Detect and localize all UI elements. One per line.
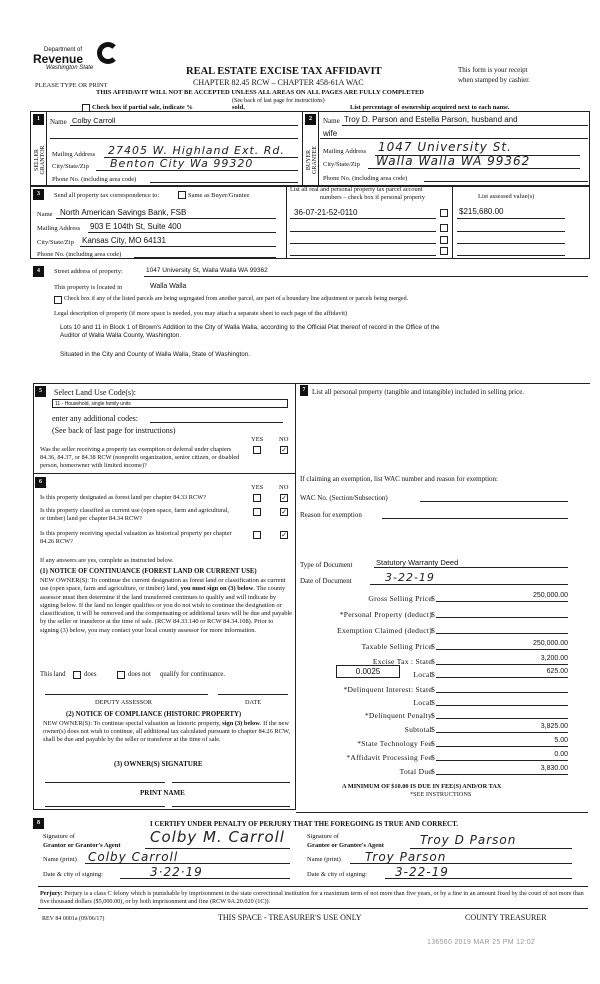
fee-label: Subtotal xyxy=(404,725,432,734)
street-field[interactable]: 1047 University St, Walla Walla WA 99362 xyxy=(146,267,268,274)
historical-yes-checkbox[interactable] xyxy=(253,531,261,539)
dollar-sign: $ xyxy=(431,767,435,776)
personal-property-checkbox[interactable] xyxy=(440,236,448,244)
fee-label: *Delinquent Penalty xyxy=(364,711,432,720)
personal-property-heading: List all personal property (tangible and intangible) included in selling price. xyxy=(312,388,525,396)
treasurer-use-label: THIS SPACE - TREASURER'S USE ONLY xyxy=(218,913,362,922)
personal-property-checkbox[interactable] xyxy=(440,209,448,217)
land-use-selected-value: 11 - Household, single family units xyxy=(55,401,131,407)
treasurer-stamp: 136560 2019 MAR 25 PM 12:02 xyxy=(427,939,536,946)
fee-value-field[interactable]: 250,000.00 xyxy=(436,592,568,602)
buyer-mailing-label: Mailing Address xyxy=(323,148,367,155)
does-not-label: does not xyxy=(128,671,151,678)
doc-type-field[interactable]: Statutory Warranty Deed xyxy=(376,558,459,567)
grantor-signature-field[interactable]: Colby M. Carroll xyxy=(150,828,285,846)
additional-codes-label: enter any additional codes: xyxy=(52,414,138,423)
seller-phone-label: Phone No. (including area code) xyxy=(52,176,137,183)
grantor-agent-label: Grantor or Grantor's Agent xyxy=(43,842,121,849)
grantee-signature-of-label: Signature of xyxy=(307,833,339,840)
seller-mailing-label: Mailing Address xyxy=(52,151,96,158)
tc-name-label: Name xyxy=(37,211,53,218)
logo-mark-icon xyxy=(97,42,119,64)
qualify-label: qualify for continuance. xyxy=(160,671,226,678)
forest-yes-checkbox[interactable] xyxy=(253,494,261,502)
wac-label: WAC No. (Section/Subsection) xyxy=(300,494,388,502)
parcel-number-field[interactable]: 36-07-21-52-0110 xyxy=(294,208,358,217)
fee-value-field[interactable] xyxy=(436,683,568,693)
fee-value-field[interactable] xyxy=(436,696,568,706)
buyer-name-field[interactable]: Troy D. Parson and Estella Parson, husband and xyxy=(344,115,518,124)
this-land-label: This land xyxy=(40,671,66,678)
partial-sale-label: Check box if partial sale, indicate % xyxy=(92,104,193,111)
section-4-number: 4 xyxy=(33,266,44,277)
doc-date-label: Date of Document xyxy=(300,577,352,585)
dollar-sign: $ xyxy=(431,725,435,734)
notice2-text-a: NEW OWNER(S): To continue special valuation as historic property, xyxy=(43,720,221,727)
segregate-label: Check box if any of the listed parcels are being segregated from another parcel, are part of a boundary line adjustment or parcels being merged. xyxy=(64,296,409,302)
fee-value-field[interactable]: 3,200.00 xyxy=(436,655,568,665)
seller-side-label: SELLER GRANTOR xyxy=(34,145,46,175)
fee-label: *Affidavit Processing Fee xyxy=(346,753,432,762)
fee-value-field[interactable]: 5.00 xyxy=(436,737,568,747)
land-use-select[interactable] xyxy=(52,399,288,408)
legal-label: Legal description of property (if more space is needed, you may attach a separate sheet to each page of the affidavit) xyxy=(54,310,348,317)
minimum-note: A MINIMUM OF $10.00 IS DUE IN FEE(S) AND/OR TAX xyxy=(342,783,502,790)
parcel-heading-2: numbers – check box if personal property xyxy=(320,194,425,201)
buyer-name-label: Name xyxy=(323,117,340,125)
section-3-number: 3 xyxy=(33,189,44,200)
fee-label: Gross Selling Price xyxy=(368,594,432,603)
grantee-date-city-label: Date & city of signing: xyxy=(307,871,367,878)
fee-label: *State Technology Fee xyxy=(357,739,432,748)
form-title: REAL ESTATE EXCISE TAX AFFIDAVIT xyxy=(186,66,382,77)
dollar-sign: $ xyxy=(431,657,435,666)
notice2-text-bold: sign (3) below xyxy=(222,720,260,727)
segregate-checkbox[interactable] xyxy=(54,296,62,304)
correspondence-heading: Send all property tax correspondence to: xyxy=(54,192,160,199)
seller-city-label: City/State/Zip xyxy=(52,163,89,170)
current-use-yes-checkbox[interactable] xyxy=(253,508,261,516)
fee-label: Total Due xyxy=(399,767,432,776)
assessed-heading: List assessed value(s) xyxy=(478,193,535,200)
legal-description-line[interactable]: Auditor of Walla Walla County, Washington. xyxy=(60,332,181,339)
logo-revenue: Revenue xyxy=(33,52,84,66)
personal-property-checkbox[interactable] xyxy=(440,247,448,255)
form-chapters: CHAPTER 82.45 RCW – CHAPTER 458-61A WAC xyxy=(193,78,364,87)
owner-signature-field[interactable] xyxy=(172,782,290,783)
fee-label: Taxable Selling Price xyxy=(361,642,432,651)
wac-field[interactable] xyxy=(420,501,568,502)
historical-question: Is this property receiving special valuation as historical property per chapter 84.26 RCW? xyxy=(40,530,232,545)
tc-mailing-label: Mailing Address xyxy=(37,225,81,232)
forest-no-checkbox[interactable]: ✓ xyxy=(281,494,287,502)
section-5-number: 5 xyxy=(35,386,46,397)
dollar-sign: $ xyxy=(431,753,435,762)
same-as-buyer-checkbox[interactable] xyxy=(178,191,186,199)
date-label: DATE xyxy=(245,699,262,706)
parcel-heading-1: List all real and personal property tax parcel account xyxy=(290,186,423,193)
notice-continuance-text xyxy=(40,577,292,635)
fee-value-field[interactable] xyxy=(436,709,568,719)
legal-description-line[interactable]: Lots 10 and 11 in Block 1 of Brown's Addition to the City of Walla Walla, according to the Official Plat thereof of record in the Office of the xyxy=(60,324,440,331)
buyer-phone-label: Phone No. (including area code) xyxy=(323,175,408,182)
owner-signature-field[interactable] xyxy=(45,782,165,783)
buyer-city-label: City/State/Zip xyxy=(323,161,360,168)
owner-print-name-field[interactable] xyxy=(172,806,290,807)
dollar-sign: $ xyxy=(431,642,435,651)
grantor-date-city-label: Date & city of signing: xyxy=(43,871,103,878)
notice-text-b: . The county assessor must then determine if the land transferred continues to qualify and will indicate by signing below. If the land no longer qualifies or you do not wish to continue the designation or classification, it will be removed and the compensating or additional taxes will be due and payable by the seller or transferor at the time of sale. (RCW 84.33.140 or RCW 84.34.108). Prior to signing (3) below, you may contact your local county assessor for more information. xyxy=(40,585,292,634)
if-yes-note: If any answers are yes, complete as instructed below. xyxy=(40,557,174,564)
buyer-name-continued[interactable]: wife xyxy=(323,129,338,138)
fee-value-field[interactable]: 625.00 xyxy=(436,668,568,678)
additional-codes-field[interactable] xyxy=(150,422,283,423)
assessor-date-field[interactable] xyxy=(218,694,288,695)
no-header: NO xyxy=(279,436,289,443)
grantee-signature-field[interactable]: Troy D Parson xyxy=(420,833,517,847)
section-1-number: 1 xyxy=(33,114,44,125)
fee-label: *Personal Property (deduct) xyxy=(339,610,432,619)
perjury-text: Perjury is a class C felony which is punishable by imprisonment in the state correctional institution for a maximum term of not more than five years, or by a fine in an amount fixed by the court of not more than five thousand dollars ($5,000.00), or by both imprisonment and fine (RCW 9A.20.020 (1C)). xyxy=(40,890,584,905)
seller-name-field[interactable]: Colby Carroll xyxy=(72,116,116,125)
acceptance-warning: THIS AFFIDAVIT WILL NOT BE ACCEPTED UNLESS ALL AREAS ON ALL PAGES ARE FULLY COMPLETED xyxy=(96,89,424,96)
seller-city-field[interactable]: Benton City Wa 99320 xyxy=(110,157,254,170)
exemption-question: Was the seller receiving a property tax exemption or deferral under chapters 84.36, 84.37, or 84.38 RCW (nonprofit organization, senior citizen, or disabled person, homeowner with limited income)? xyxy=(40,446,240,469)
receipt-note-2: when stamped by cashier. xyxy=(458,76,530,84)
doc-type-label: Type of Document xyxy=(300,561,353,569)
tc-city-label: City/State/Zip xyxy=(37,239,74,246)
dollar-sign: $ xyxy=(431,739,435,748)
tc-phone-field[interactable] xyxy=(134,257,276,258)
fee-label: *Delinquent Interest: State xyxy=(343,685,432,694)
owner-signature-label: (3) OWNER(S) SIGNATURE xyxy=(114,760,203,768)
fee-value-field[interactable]: 0.00 xyxy=(436,751,568,761)
does-not-qualify-checkbox[interactable] xyxy=(117,671,125,679)
personal-property-checkbox[interactable] xyxy=(440,224,448,232)
section-7-number: 7 xyxy=(300,385,308,396)
notice-text-a: NEW OWNER(S): To continue the current designation as forest land or classification as current use (open space, farm and agriculture, or timber) land, xyxy=(40,577,286,593)
grantor-signature-of-label: Signature of xyxy=(43,833,75,840)
notice2-text-b: . If the new owner(s) does not wish to continue, all additional tax calculated pursuant to chapter 84.26 RCW, shall be due and payable by the seller or transferor at the time of sale. xyxy=(43,720,290,743)
certify-heading: I CERTIFY UNDER PENALTY OF PERJURY THAT THE FOREGOING IS TRUE AND CORRECT. xyxy=(150,820,459,828)
dollar-sign: $ xyxy=(431,698,435,707)
fee-label: Local xyxy=(413,698,432,707)
dollar-sign: $ xyxy=(431,670,435,679)
yes-header: YES xyxy=(251,484,264,491)
local-rate-field[interactable]: 0.0025 xyxy=(336,665,400,678)
exemption-no-checkbox[interactable]: ✓ xyxy=(281,446,287,454)
land-use-heading: Select Land Use Code(s): xyxy=(54,388,136,397)
dollar-sign: $ xyxy=(431,610,435,619)
located-field[interactable]: Walla Walla xyxy=(150,283,187,290)
owner-print-name-field[interactable] xyxy=(45,806,165,807)
type-or-print: PLEASE TYPE OR PRINT xyxy=(35,82,108,89)
ownership-note: List percentage of ownership acquired next to each name. xyxy=(350,104,510,111)
section-2-number: 2 xyxy=(305,114,316,125)
grantee-name-field[interactable]: Troy Parson xyxy=(365,850,447,864)
forest-land-question: Is this property designated as forest land per chapter 84.33 RCW? xyxy=(40,494,206,501)
current-use-question: Is this property classified as current use (open space, farm and agricultural, or timber) land per chapter 84.34 RCW? xyxy=(40,507,230,522)
logo-dept-of: Department of xyxy=(44,47,83,53)
section-6-number: 6 xyxy=(35,477,46,488)
grantor-date-field[interactable]: 3·22·19 xyxy=(150,865,203,879)
dollar-sign: $ xyxy=(431,711,435,720)
historical-no-checkbox[interactable]: ✓ xyxy=(281,531,287,539)
section-8-number: 8 xyxy=(33,818,44,829)
same-as-buyer-label: Same as Buyer/Grantee xyxy=(188,192,250,199)
tc-mailing-field[interactable]: 903 E 104th St, Suite 400 xyxy=(90,222,182,231)
yes-header: YES xyxy=(251,436,264,443)
buyer-mailing-field[interactable]: 1047 University St. xyxy=(378,140,512,154)
grantee-name-print-label: Name (print) xyxy=(307,856,341,863)
notice-text-bold: you must sign on (3) below xyxy=(180,585,254,593)
grantee-agent-label: Grantee or Grantee's Agent xyxy=(307,842,384,849)
land-use-see-back: (See back of last page for instructions) xyxy=(52,426,176,435)
buyer-phone-field[interactable] xyxy=(424,181,588,182)
grantor-name-print-label: Name (print) xyxy=(43,856,77,863)
perjury-label: Perjury: xyxy=(40,890,63,897)
fee-value-field[interactable] xyxy=(436,608,568,618)
notice-compliance-title: (2) NOTICE OF COMPLIANCE (HISTORIC PROPERTY) xyxy=(66,711,242,718)
county-treasurer-label: COUNTY TREASURER xyxy=(465,913,547,922)
fee-label: Exemption Claimed (deduct) xyxy=(337,626,432,635)
seller-mailing-field[interactable]: 27405 W. Highland Ext. Rd. xyxy=(108,144,285,157)
tc-phone-label: Phone No. (including area code) xyxy=(37,251,122,258)
street-label: Street address of property: xyxy=(54,268,123,275)
current-use-no-checkbox[interactable]: ✓ xyxy=(281,508,287,516)
grantee-date-field[interactable]: 3-22-19 xyxy=(395,865,449,879)
fee-value-field[interactable] xyxy=(436,624,568,634)
reason-label: Reason for exemption xyxy=(300,511,362,519)
assessed-value-field[interactable]: $215,680.00 xyxy=(459,207,504,216)
does-qualify-checkbox[interactable] xyxy=(73,671,81,679)
tc-name-field[interactable]: North American Savings Bank, FSB xyxy=(60,208,187,217)
doc-date-field[interactable]: 3-22-19 xyxy=(385,571,435,584)
buyer-side-label: BUYER GRANTEE xyxy=(306,146,318,174)
does-label: does xyxy=(84,671,97,678)
deputy-assessor-signature-field[interactable] xyxy=(45,694,208,695)
dollar-sign: $ xyxy=(431,594,435,603)
legal-description-line[interactable]: Situated in the City and County of Walla Walla, State of Washington. xyxy=(60,351,251,358)
no-header: NO xyxy=(279,484,289,491)
grantor-name-field[interactable]: Colby Carroll xyxy=(88,850,179,864)
dollar-sign: $ xyxy=(431,626,435,635)
tc-city-field[interactable]: Kansas City, MO 64131 xyxy=(82,236,166,245)
print-name-label: PRINT NAME xyxy=(140,789,185,797)
fee-label: Local xyxy=(413,670,432,679)
fee-value-field[interactable]: 250,000.00 xyxy=(436,640,568,650)
exemption-heading: If claiming an exemption, list WAC number and reason for exemption: xyxy=(300,475,498,483)
see-instructions: *SEE INSTRUCTIONS xyxy=(410,791,472,798)
deputy-assessor-label: DEPUTY ASSESSOR xyxy=(95,699,152,706)
seller-name-label: Name xyxy=(50,118,67,126)
fee-label: Excise Tax : State xyxy=(372,657,432,666)
notice-compliance-text xyxy=(43,720,293,744)
fee-value-field[interactable]: 3,825.00 xyxy=(436,723,568,733)
seller-phone-field[interactable] xyxy=(150,182,298,183)
reason-field[interactable] xyxy=(382,518,568,519)
see-back-note: (See back of last page for instructions) xyxy=(232,98,325,104)
form-revision: REV 84 0001a (09/06/17) xyxy=(42,916,105,922)
located-label: This property is located in xyxy=(54,284,123,291)
exemption-yes-checkbox[interactable] xyxy=(253,446,261,454)
buyer-city-field[interactable]: Walla Walla WA 99362 xyxy=(376,154,531,168)
dollar-sign: $ xyxy=(431,685,435,694)
sold-label: sold. xyxy=(232,104,245,111)
fee-value-field[interactable]: 3,830.00 xyxy=(436,765,568,775)
logo-state: Washington State xyxy=(46,65,94,71)
perjury-notice xyxy=(40,890,588,906)
notice-continuance-title: (1) NOTICE OF CONTINUANCE (FOREST LAND OR CURRENT USE) xyxy=(40,568,257,575)
receipt-note-1: This form is your receipt xyxy=(458,66,528,74)
